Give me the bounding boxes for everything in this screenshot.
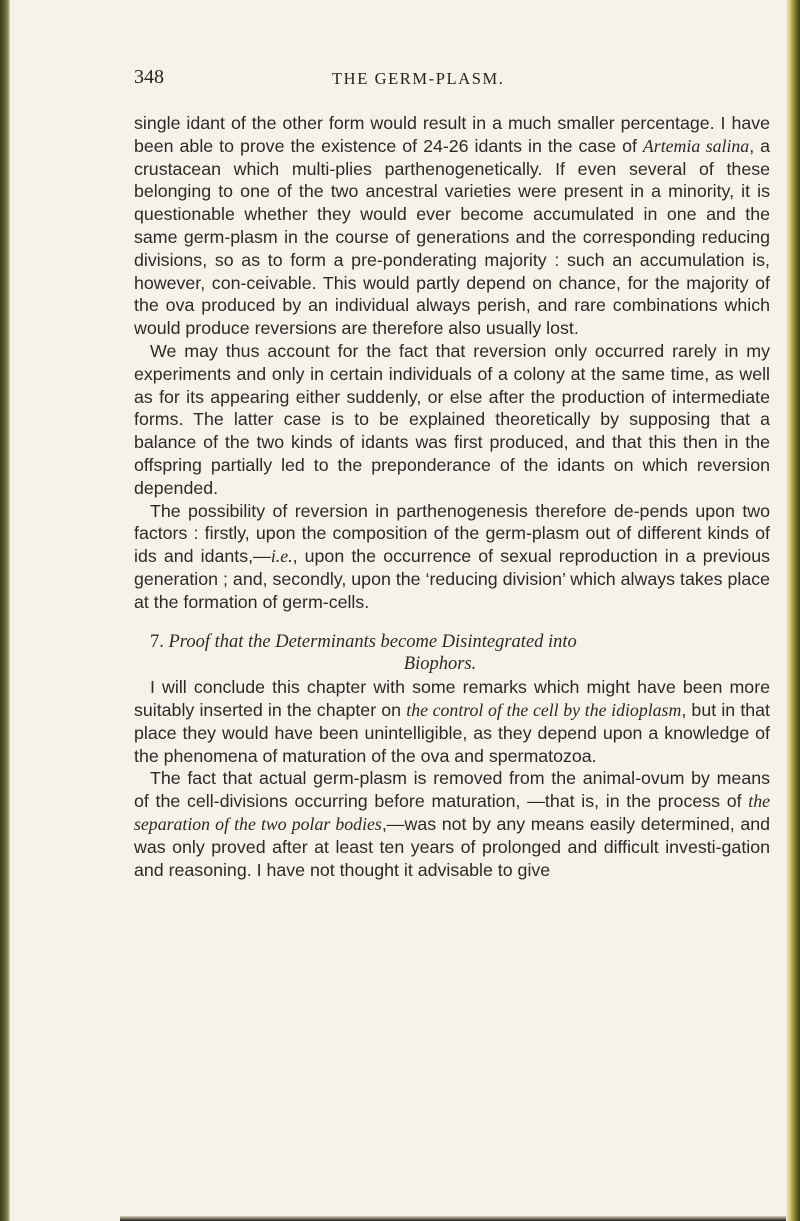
section-heading-line-1: Proof that the Determinants become Disintegrated into — [168, 631, 577, 652]
section-heading-line-2: Biophors. — [403, 654, 477, 675]
paragraph-2: We may thus account for the fact that reversion only occurred rarely in my experiments and only in certain individuals of a colony at the same time, as well as for its appearing either suddenly, or else after the production of intermediate forms. The latter case is to be explained theoretically by supposing that a balance of the two kinds of idants was first produced, and that this then in the offspring partially led to the preponderance of the idants on which reversion depended. — [134, 340, 770, 498]
paragraph-5-text-a: The fact that actual germ-plasm is removed from the animal-ovum by means of the cell-divisions occurring before maturation, —that is, in the process of — [134, 768, 770, 812]
body-text — [134, 112, 770, 881]
paragraph-4-text-b: , but in that place they would have been unintelligible, as they depend upon a knowledge of the phenomena of maturation of the ova and spermatozoa. — [134, 699, 770, 766]
paragraph-1-text-b: , a crustacean which multi-plies parthenogenetically. If even several of these belonging to one of the two ancestral varieties were present in a minority, it is questionable whether they would ever become accumulated in one and the same germ-plasm in the course of generations and the corresponding reducing divisions, so as to form a pre-ponderating majority : such an accumulation is, however, con-ceivable. This would partly depend on chance, for the majority of the ova produced by an individual always perish, and rare combinations which would produce reversions are therefore also usually lost. — [134, 135, 771, 339]
paragraph-3 — [134, 500, 770, 614]
running-head — [134, 66, 720, 94]
paragraph-1-text-a: single idant of the other form would result in a much smaller percentage. I have been able to prove the existence of 24-26 idants in the case of — [134, 113, 770, 156]
paragraph-5-italic-polar-bodies: the separation of the two polar bodies — [134, 791, 770, 834]
page-number: 348 — [134, 66, 164, 88]
paragraph-4-text-a: I will conclude this chapter with some remarks which might have been more suitably inserted in the chapter on — [134, 677, 770, 720]
paragraph-4 — [134, 676, 770, 767]
section-heading — [134, 631, 770, 677]
page-left-edge — [0, 0, 10, 1221]
paragraph-5 — [134, 767, 770, 881]
paragraph-1-italic-species: Artemia salina — [642, 135, 750, 156]
paragraph-1 — [134, 112, 770, 340]
paragraph-3-italic-ie: i.e. — [270, 546, 293, 567]
paragraph-3-text-a: The possibility of reversion in parthenogenesis therefore de-pends upon two factors : firstly, upon the composition of the germ-plasm out of different kinds of ids and idants,— — [134, 500, 770, 567]
paragraph-4-italic-title: the control of the cell by the idioplasm — [406, 699, 682, 720]
section-number: 7. — [150, 631, 164, 652]
running-title: THE GERM-PLASM. — [332, 69, 505, 88]
page-right-edge — [786, 0, 800, 1221]
page-bottom-edge — [120, 1216, 786, 1221]
paragraph-3-text-b: , upon the occurrence of sexual reproduction in a previous generation ; and, secondly, upon the ‘reducing division’ which always takes place at the formation of germ-cells. — [134, 546, 770, 612]
paragraph-5-text-b: ,—was not by any means easily determined, and was only proved after at least ten years of prolonged and difficult investi-gation and reasoning. I have not thought it advisable to give — [134, 813, 770, 880]
